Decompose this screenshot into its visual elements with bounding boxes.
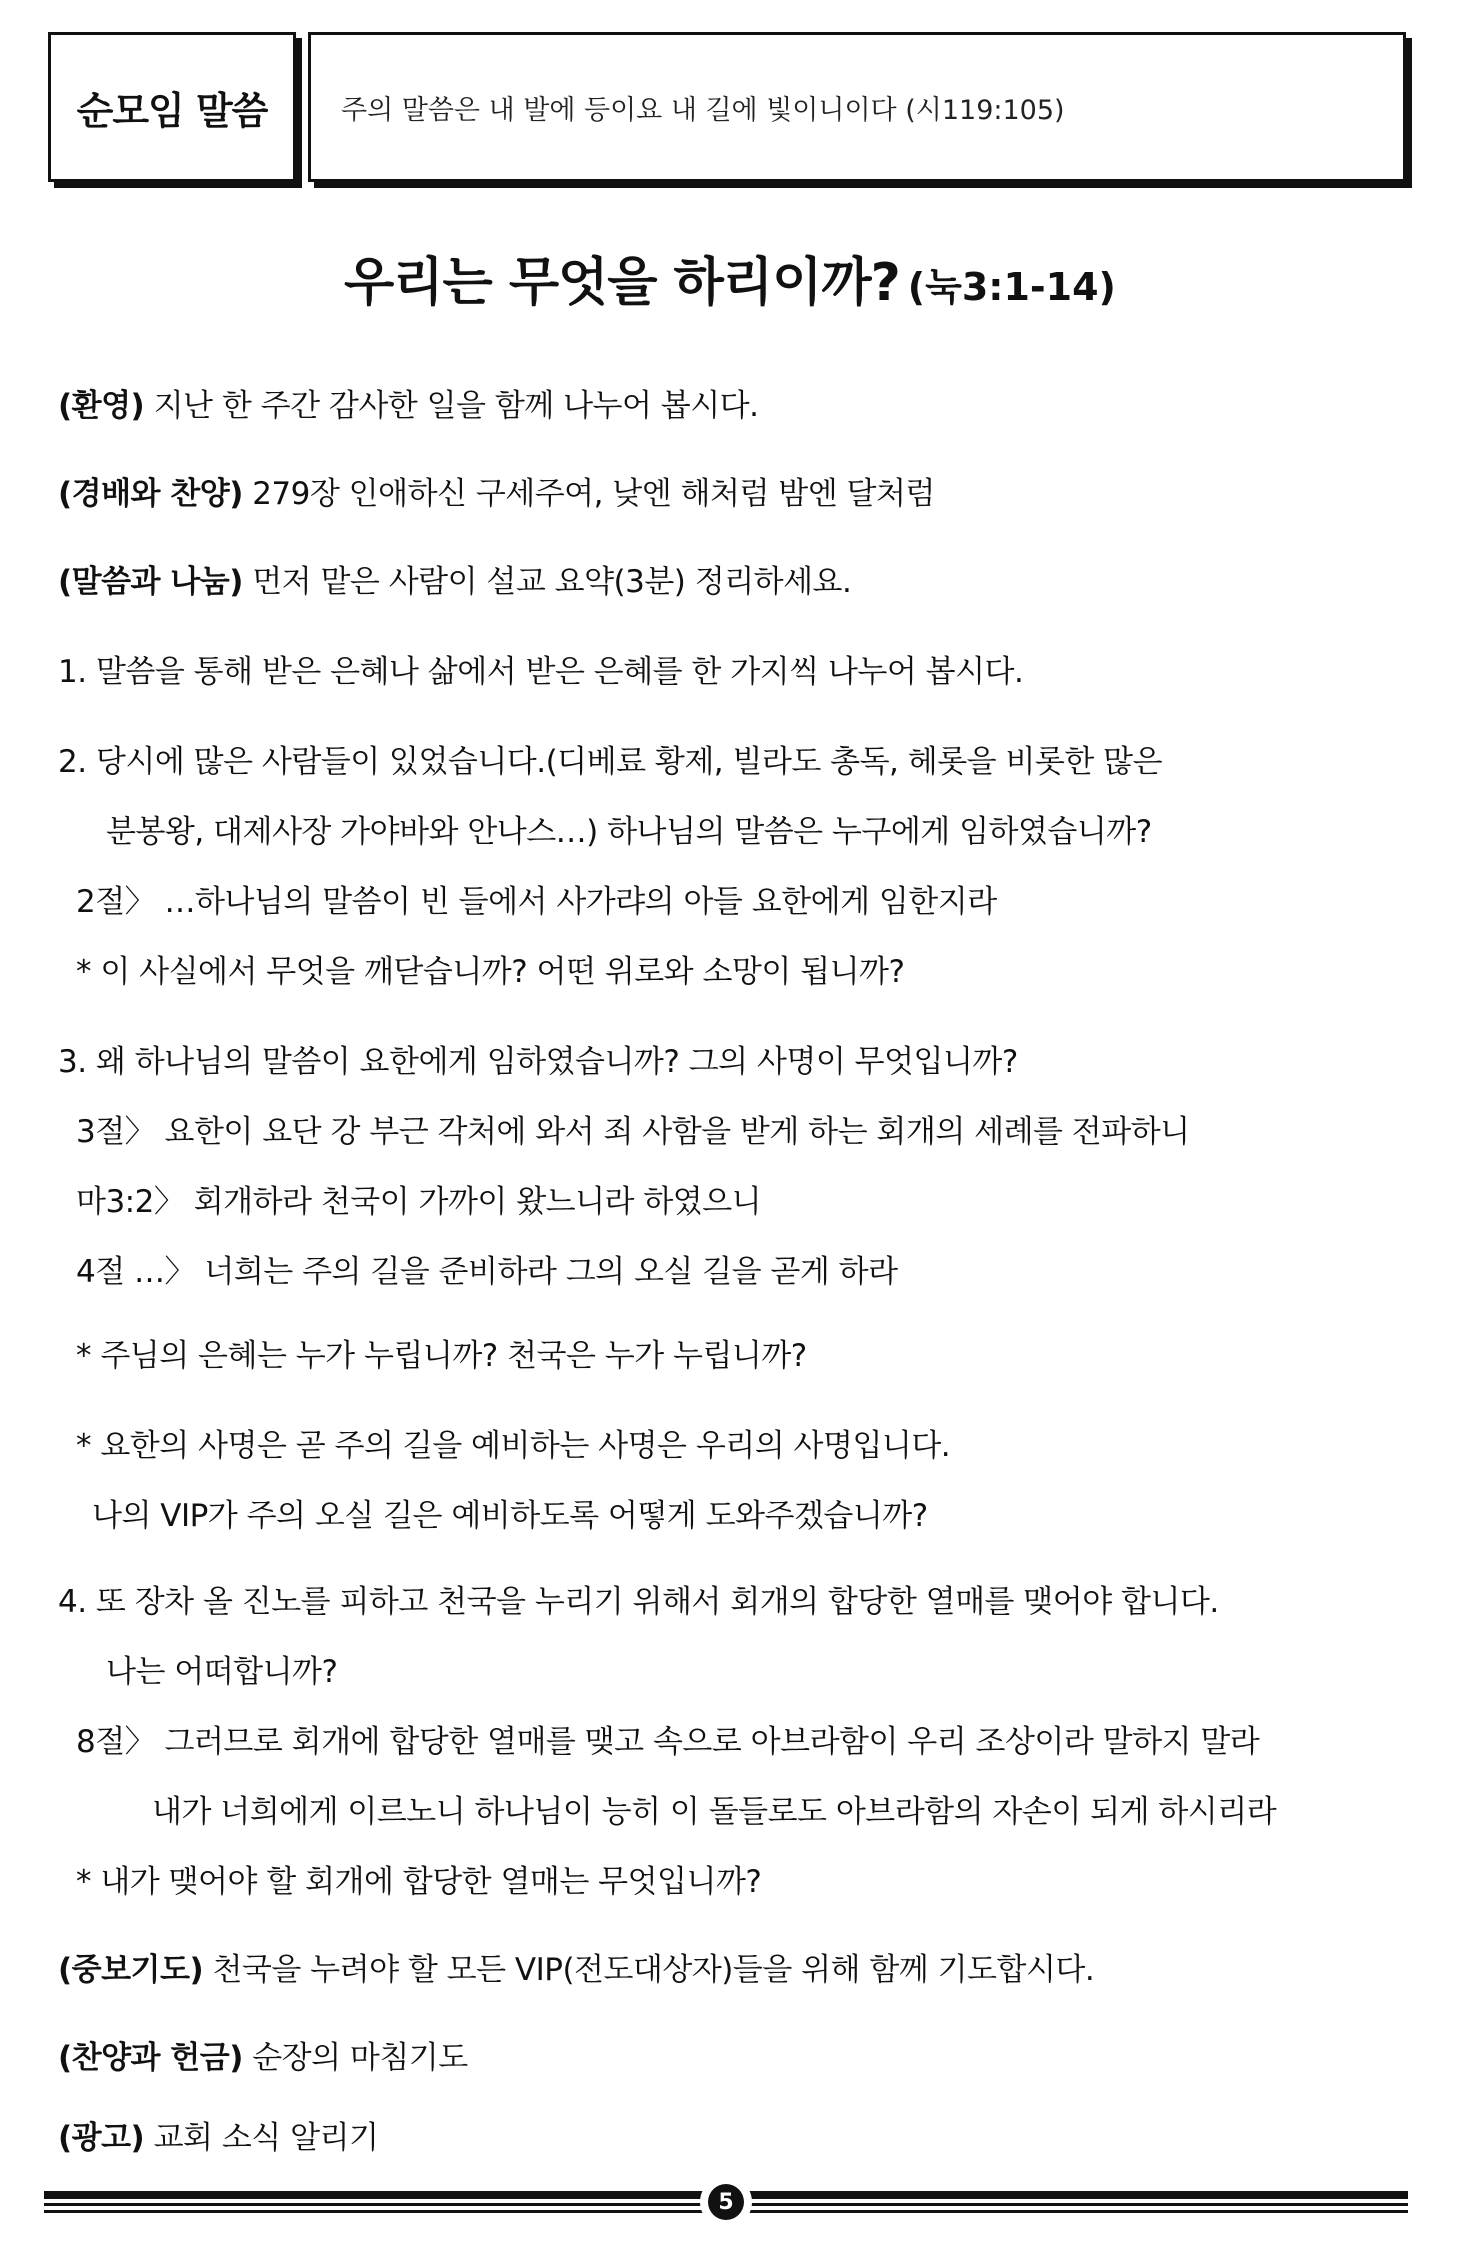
offering-line: [58, 2036, 468, 2080]
question-3-verse-2: 마3:2〉 회개하라 천국이 가까이 왔느니라 하였으니: [76, 1184, 762, 1220]
sharing-label: (말씀과 나눔): [58, 564, 243, 600]
page-number: 5: [708, 2184, 744, 2220]
header-verse: 주의 말씀은 내 발에 등이요 내 길에 빛이니이다 (시119:105): [341, 94, 1065, 126]
welcome-label: (환영): [58, 388, 145, 424]
intercession-text: 천국을 누려야 할 모든 VIP(전도대상자)들을 위해 함께 기도합시다.: [203, 1952, 1095, 1988]
question-3-note-1: * 주님의 은혜는 누가 누립니까? 천국은 누가 누립니까?: [76, 1338, 807, 1374]
header-badge-box: [48, 32, 296, 182]
offering-text: 순장의 마침기도: [242, 2040, 468, 2076]
title-main: 우리는 무엇을 하리이까?: [344, 253, 900, 313]
question-3: 3. 왜 하나님의 말씀이 요한에게 임하였습니까? 그의 사명이 무엇입니까?: [58, 1044, 1018, 1080]
question-3-note-2b: 나의 VIP가 주의 오실 길은 예비하도록 어떻게 도와주겠습니까?: [92, 1498, 928, 1534]
question-2-line-2: 분봉왕, 대제사장 가야바와 안나스…) 하나님의 말씀은 누구에게 임하였습니까?: [106, 814, 1152, 850]
question-4-line-1: 4. 또 장차 올 진노를 피하고 천국을 누리기 위해서 회개의 합당한 열매를 맺어야 합니다.: [58, 1584, 1219, 1620]
worship-label: (경배와 찬양): [58, 476, 243, 512]
question-4-line-2: 나는 어떠합니까?: [106, 1654, 338, 1690]
question-3-verse-1: 3절〉 요한이 요단 강 부근 각처에 와서 죄 사함을 받게 하는 회개의 세례를 전파하니: [76, 1114, 1190, 1150]
notice-label: (광고): [58, 2120, 145, 2156]
question-2-note: * 이 사실에서 무엇을 깨닫습니까? 어떤 위로와 소망이 됩니까?: [76, 954, 905, 990]
worship-text: 279장 인애하신 구세주여, 낮엔 해처럼 밤엔 달처럼: [242, 476, 935, 512]
notice-text: 교회 소식 알리기: [144, 2120, 379, 2156]
welcome-line: [58, 384, 758, 428]
question-2-verse: 2절〉 …하나님의 말씀이 빈 들에서 사가랴의 아들 요한에게 임한지라: [76, 884, 997, 920]
page-title: [0, 240, 1460, 315]
footer-rule: [44, 2191, 1408, 2217]
worship-line: [58, 472, 935, 516]
question-2-line-1: 2. 당시에 많은 사람들이 있었습니다.(디베료 황제, 빌라도 총독, 헤롯을 비롯한 많은: [58, 744, 1163, 780]
notice-line: [58, 2116, 378, 2160]
sharing-text: 먼저 맡은 사람이 설교 요약(3분) 정리하세요.: [242, 564, 852, 600]
offering-label: (찬양과 헌금): [58, 2040, 243, 2076]
question-3-note-2a: * 요한의 사명은 곧 주의 길을 예비하는 사명은 우리의 사명입니다.: [76, 1428, 951, 1464]
title-reference: (눅3:1-14): [907, 265, 1116, 309]
question-4-verse-2: 내가 너희에게 이르노니 하나님이 능히 이 돌들로도 아브라함의 자손이 되게 하시리라: [152, 1794, 1277, 1830]
question-3-verse-3: 4절 …〉 너희는 주의 길을 준비하라 그의 오실 길을 곧게 하라: [76, 1254, 898, 1290]
header-badge: 순모임 말씀: [76, 88, 268, 133]
intercession-label: (중보기도): [58, 1952, 204, 1988]
question-1: 1. 말씀을 통해 받은 은혜나 삶에서 받은 은혜를 한 가지씩 나누어 봅시다.: [58, 654, 1024, 690]
question-4-note: * 내가 맺어야 할 회개에 합당한 열매는 무엇입니까?: [76, 1864, 762, 1900]
header-verse-box: [308, 32, 1406, 182]
intercession-line: [58, 1948, 1094, 1992]
question-4-verse-1: 8절〉 그러므로 회개에 합당한 열매를 맺고 속으로 아브라함이 우리 조상이라 말하지 말라: [76, 1724, 1260, 1760]
sharing-line: [58, 560, 851, 604]
welcome-text: 지난 한 주간 감사한 일을 함께 나누어 봅시다.: [144, 388, 759, 424]
